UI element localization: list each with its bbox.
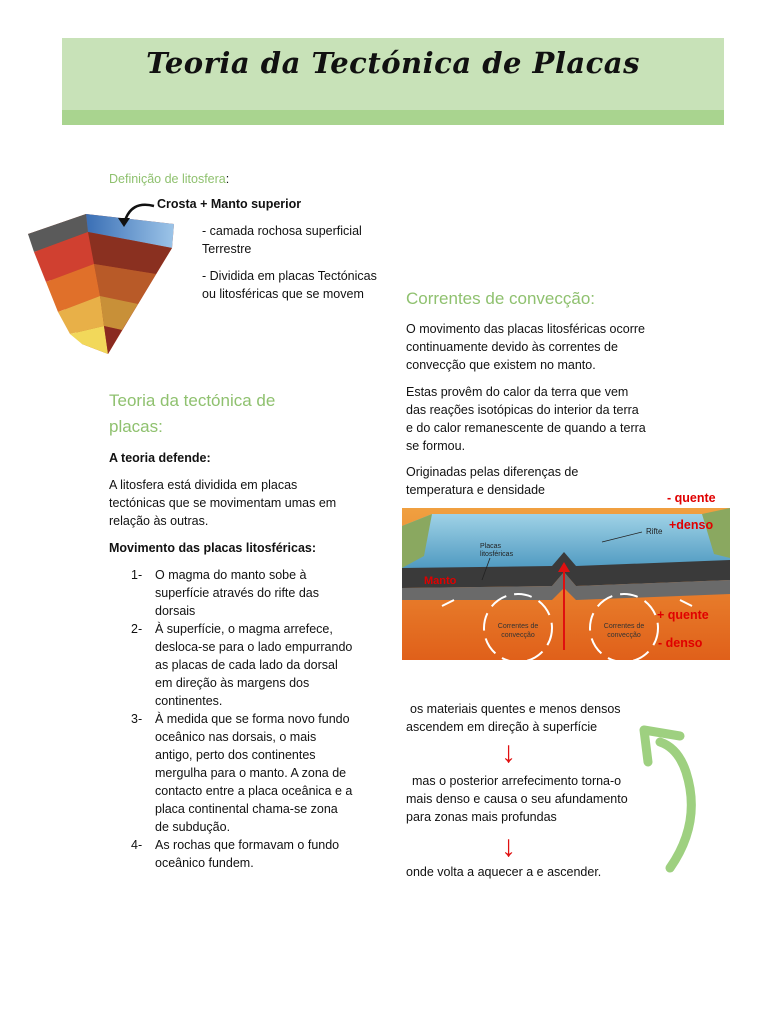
cycle-line: ascendem em direção à superfície — [406, 720, 598, 734]
movement-item-line: dorsais — [155, 604, 196, 618]
correntes-line: O movimento das placas litosféricas ocorre — [406, 322, 645, 336]
litosfera-definition-label: Definição de litosfera — [109, 172, 226, 186]
correntes-line: temperatura e densidade — [406, 483, 545, 497]
correntes-line: Estas provêm do calor da terra que vem — [406, 385, 629, 399]
label-less-hot: - quente — [667, 491, 716, 505]
correntes-line: se formou. — [406, 439, 466, 453]
movement-item-number: 1- — [131, 568, 143, 582]
movement-item — [109, 710, 369, 836]
correntes-line: convecção que existem no manto. — [406, 358, 596, 372]
correntes-paragraph-3 — [406, 463, 578, 499]
correntes-paragraph-2 — [406, 383, 646, 455]
label-less-dense: - denso — [658, 636, 703, 650]
movement-item-line: desloca-se para o lado empurrando — [155, 640, 353, 654]
movement-item-line: superfície através do rifte das — [155, 586, 319, 600]
label-more-dense: +denso — [669, 518, 714, 532]
movement-list — [109, 566, 369, 872]
movement-label: Movimento das placas litosféricas: — [109, 541, 317, 555]
teoria-defends-text — [109, 476, 336, 530]
teoria-defends-line: A litosfera está dividida em placas — [109, 478, 298, 492]
movement-item-line: mergulha para o manto. A zona de — [155, 766, 347, 780]
movement-item-line: As rochas que formavam o fundo — [155, 838, 340, 852]
movement-item-text — [155, 620, 352, 710]
diagram-rift-label: Rifte — [646, 527, 663, 536]
movement-item-number: 3- — [131, 712, 143, 726]
movement-item-text — [155, 566, 319, 620]
movement-item — [109, 566, 369, 620]
correntes-line: continuamente devido às correntes de — [406, 340, 618, 354]
cycle-line: mais denso e causa o seu afundamento — [406, 792, 628, 806]
movement-item-line: antigo, perto dos continentes — [155, 748, 316, 762]
diagram-currents-right-label: convecção — [607, 632, 641, 639]
movement-item-text — [155, 836, 339, 872]
diagram-currents-left-label: convecção — [501, 632, 535, 639]
movement-item-line: À medida que se forma novo fundo — [155, 712, 350, 726]
movement-item-line: continentes. — [155, 694, 223, 708]
litosfera-point-1-line: Terrestre — [202, 242, 252, 256]
cycle-step-2 — [406, 772, 628, 826]
diagram-currents-left-label: Correntes de — [497, 623, 539, 630]
diagram-currents-right-label: Correntes de — [603, 623, 645, 630]
movement-item — [109, 620, 369, 710]
cycle-line: mas o posterior arrefecimento torna-o — [412, 774, 622, 788]
correntes-line: e do calor remanescente de quando a terra — [406, 421, 646, 435]
teoria-heading-line: Teoria da tectónica de — [109, 391, 276, 410]
diagram-mantle-label: Manto — [424, 575, 457, 587]
cycle-line: os materiais quentes e menos densos — [410, 702, 621, 716]
down-arrow-icon: ↓ — [501, 736, 516, 769]
litosfera-point-1-line: - camada rochosa superficial — [202, 224, 362, 238]
litosfera-definition-colon: : — [225, 172, 230, 186]
litosfera-composition: Crosta + Manto superior — [157, 197, 302, 211]
litosfera-point-2-line: ou litosféricas que se movem — [202, 287, 364, 301]
earth-layers-illustration — [24, 194, 184, 358]
litosfera-point-2-line: - Dividida em placas Tectónicas — [202, 269, 377, 283]
cycle-line: para zonas mais profundas — [406, 810, 557, 824]
movement-item-number: 2- — [131, 622, 143, 636]
diagram-plates-label: litosféricas — [480, 551, 514, 558]
movement-item-line: O magma do manto sobe à — [155, 568, 307, 582]
movement-item-number: 4- — [131, 838, 143, 852]
movement-item-line: placa continental chama-se zona — [155, 802, 338, 816]
cycle-up-arrow-icon — [636, 722, 716, 878]
correntes-line: das reações isotópicas do interior da terra — [406, 403, 639, 417]
movement-item-line: oceânico nas dorsais, o mais — [155, 730, 317, 744]
movement-item-line: em direção às margens dos — [155, 676, 310, 690]
correntes-paragraph-1 — [406, 320, 645, 374]
correntes-heading: Correntes de convecção: — [406, 289, 595, 308]
correntes-line: Originadas pelas diferenças de — [406, 465, 579, 479]
teoria-heading-line: placas: — [109, 417, 163, 436]
movement-item-text — [155, 710, 352, 836]
litosfera-definition-line — [109, 170, 229, 188]
label-more-hot: + quente — [657, 608, 709, 622]
cycle-step-1 — [406, 700, 621, 736]
diagram-plates-label: Placas — [480, 543, 502, 550]
movement-item-line: contacto entre a placa oceânica e a — [155, 784, 353, 798]
teoria-defends-label: A teoria defende: — [109, 451, 211, 465]
page-title: Teoria da Tectónica de Placas — [146, 46, 640, 80]
teoria-heading — [109, 388, 275, 440]
movement-item — [109, 836, 369, 872]
pointer-arrow-icon — [116, 196, 158, 230]
title-banner-strip — [62, 110, 724, 125]
movement-item-line: À superfície, o magma arrefece, — [155, 622, 333, 636]
litosfera-point-1 — [202, 222, 362, 258]
movement-item-line: de subdução. — [155, 820, 231, 834]
teoria-defends-line: tectónicas que se movimentam umas em — [109, 496, 337, 510]
litosfera-point-2 — [202, 267, 377, 303]
down-arrow-icon: ↓ — [501, 830, 516, 863]
movement-item-line: as placas de cada lado da dorsal — [155, 658, 338, 672]
cycle-step-3: onde volta a aquecer a e ascender. — [406, 865, 602, 879]
teoria-defends-line: relação às outras. — [109, 514, 209, 528]
movement-item-line: oceânico fundem. — [155, 856, 254, 870]
